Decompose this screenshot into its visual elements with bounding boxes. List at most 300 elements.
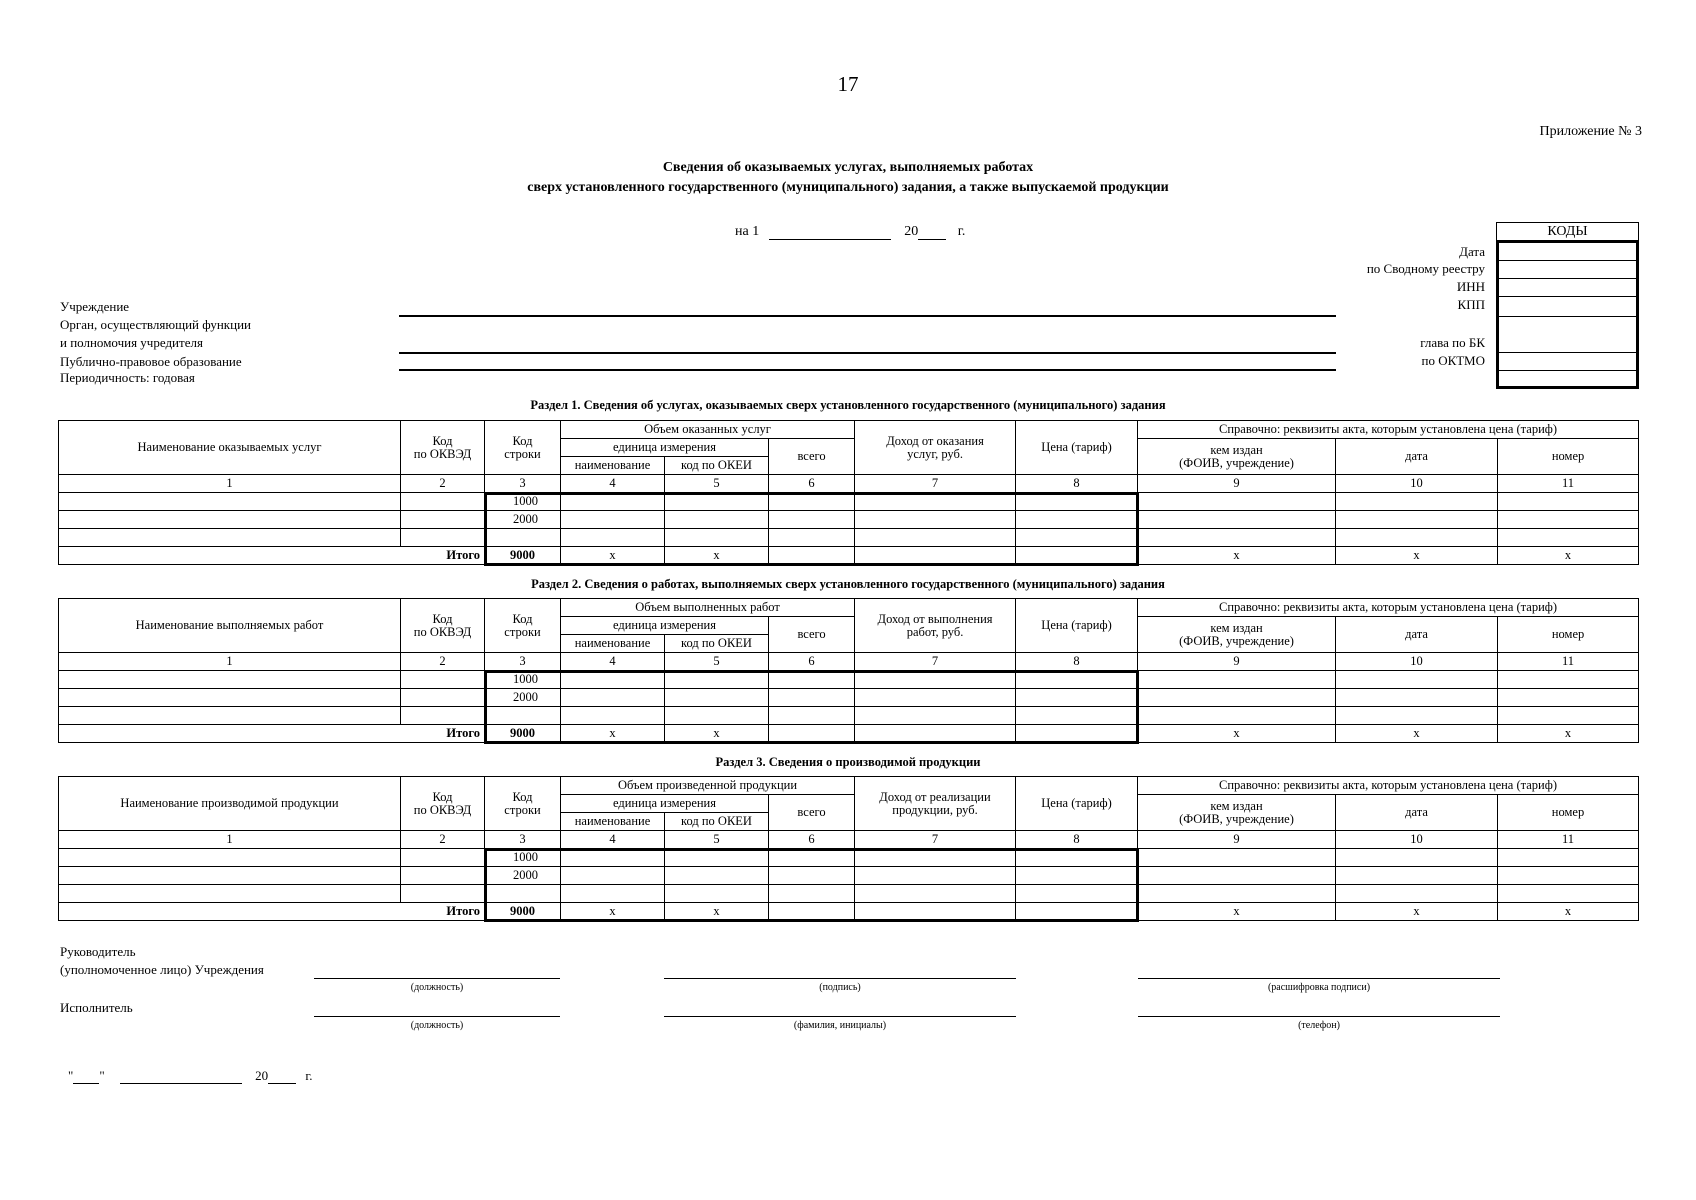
total-cell[interactable]: [1016, 903, 1138, 921]
data-cell[interactable]: [855, 689, 1016, 707]
row-code: 2000: [485, 511, 561, 529]
column-number: 1: [59, 475, 401, 493]
total-x: x: [561, 547, 665, 565]
header-reference: Справочно: реквизиты акта, которым установлена цена (тариф): [1138, 777, 1639, 795]
column-number: 4: [561, 653, 665, 671]
data-cell[interactable]: [1138, 849, 1336, 867]
header-income: [855, 421, 1016, 475]
data-cell[interactable]: [401, 511, 485, 529]
total-x: x: [665, 547, 769, 565]
header-date: дата: [1336, 439, 1498, 475]
header-total: всего: [769, 617, 855, 653]
codes-box: [1496, 240, 1639, 389]
signing-month-field[interactable]: [120, 1069, 242, 1084]
data-cell[interactable]: [561, 511, 665, 529]
header-okved-l1: Код: [432, 433, 453, 448]
organ-line[interactable]: [399, 352, 1336, 354]
data-cell[interactable]: [855, 885, 1016, 903]
year-suffix: г.: [957, 224, 966, 239]
header-income-l1: Доход от реализации: [879, 789, 991, 804]
year-field[interactable]: [918, 225, 946, 240]
cap-signature: (подпись): [819, 982, 861, 993]
data-cell[interactable]: [1336, 511, 1498, 529]
header-row-code-l2: строки: [504, 624, 541, 639]
data-cell[interactable]: [59, 511, 401, 529]
header-issued-by: [1138, 617, 1336, 653]
table-row: [59, 885, 1639, 903]
column-number: 1: [59, 653, 401, 671]
column-number: 2: [401, 653, 485, 671]
section-1-table: [58, 420, 1639, 565]
column-number: 7: [855, 831, 1016, 849]
section-3-title: Раздел 3. Сведения о производимой продукции: [715, 755, 981, 769]
column-number: 7: [855, 653, 1016, 671]
data-cell[interactable]: [1016, 529, 1138, 547]
header-income-l1: Доход от выполнения: [877, 611, 993, 626]
total-x: x: [561, 725, 665, 743]
column-number: 5: [665, 475, 769, 493]
public-entity-line[interactable]: [399, 369, 1336, 371]
codes-label-inn: ИНН: [1456, 279, 1485, 294]
month-field[interactable]: [769, 225, 891, 240]
header-date: дата: [1336, 795, 1498, 831]
codes-label-registry: по Сводному реестру: [1366, 261, 1485, 276]
header-issued-by-l2: (ФОИВ, учреждение): [1179, 633, 1294, 648]
header-number: номер: [1498, 617, 1639, 653]
data-cell[interactable]: [1498, 867, 1639, 885]
header-okved: [401, 599, 485, 653]
row-code: 2000: [485, 867, 561, 885]
data-cell[interactable]: [1138, 707, 1336, 725]
total-x: x: [1498, 903, 1639, 921]
header-okved-l1: Код: [432, 611, 453, 626]
header-row-code: [485, 421, 561, 475]
data-cell[interactable]: [1498, 671, 1639, 689]
header-issued-by-l1: кем издан: [1210, 798, 1263, 813]
header-volume: Объем оказанных услуг: [561, 421, 855, 439]
column-number: 1: [59, 831, 401, 849]
data-cell[interactable]: [1138, 529, 1336, 547]
total-empty: [59, 725, 401, 743]
header-total: всего: [769, 439, 855, 475]
header-unit: единица измерения: [561, 617, 769, 635]
total-x: x: [1336, 547, 1498, 565]
data-cell[interactable]: [1498, 529, 1639, 547]
data-cell[interactable]: [855, 671, 1016, 689]
header-unit: единица измерения: [561, 795, 769, 813]
codes-label-oktmo: по ОКТМО: [1421, 353, 1485, 368]
header-okved-l1: Код: [432, 789, 453, 804]
data-cell[interactable]: [1016, 885, 1138, 903]
head-label-line2: (уполномоченное лицо) Учреждения: [60, 962, 264, 977]
column-number: 3: [485, 831, 561, 849]
header-income-l2: работ, руб.: [906, 624, 964, 639]
data-cell[interactable]: [1016, 689, 1138, 707]
data-cell[interactable]: [561, 493, 665, 511]
data-cell[interactable]: [59, 707, 401, 725]
data-cell[interactable]: [769, 867, 855, 885]
quote-open: ": [68, 1068, 74, 1083]
data-cell[interactable]: [1138, 493, 1336, 511]
header-row-code-l2: строки: [504, 802, 541, 817]
report-date-line: [735, 224, 965, 240]
data-cell[interactable]: [855, 493, 1016, 511]
data-cell[interactable]: [561, 707, 665, 725]
data-cell[interactable]: [401, 689, 485, 707]
data-cell[interactable]: [665, 511, 769, 529]
quote-close: ": [99, 1068, 105, 1083]
row-code: 1000: [485, 849, 561, 867]
data-cell[interactable]: [665, 671, 769, 689]
total-label: Итого: [401, 725, 485, 743]
column-number: 4: [561, 475, 665, 493]
section-1-title: Раздел 1. Сведения об услугах, оказываемых сверх установленного государственного (муниципального) задания: [530, 398, 1166, 412]
data-cell[interactable]: [59, 885, 401, 903]
section-2-title: Раздел 2. Сведения о работах, выполняемых сверх установленного государственного (муниципального) задания: [531, 577, 1165, 591]
header-name: Наименование выполняемых работ: [59, 599, 401, 653]
header-unit-name: наименование: [561, 813, 665, 831]
data-cell[interactable]: [1336, 689, 1498, 707]
header-income: [855, 777, 1016, 831]
data-cell[interactable]: [769, 849, 855, 867]
data-cell[interactable]: [59, 671, 401, 689]
header-okei: код по ОКЕИ: [665, 813, 769, 831]
data-cell[interactable]: [1016, 511, 1138, 529]
header-income-l1: Доход от оказания: [886, 433, 984, 448]
data-cell[interactable]: [1138, 867, 1336, 885]
column-number: 5: [665, 653, 769, 671]
data-cell[interactable]: [561, 885, 665, 903]
column-number: 6: [769, 653, 855, 671]
data-cell[interactable]: [1498, 707, 1639, 725]
total-row: [59, 725, 1639, 743]
data-cell[interactable]: [1498, 849, 1639, 867]
code-cell-inn[interactable]: [1499, 279, 1636, 297]
header-reference: Справочно: реквизиты акта, которым установлена цена (тариф): [1138, 421, 1639, 439]
column-number: 11: [1498, 653, 1639, 671]
column-number: 8: [1016, 831, 1138, 849]
row-code: 1000: [485, 493, 561, 511]
data-cell[interactable]: [561, 671, 665, 689]
data-cell[interactable]: [769, 885, 855, 903]
column-number: 9: [1138, 475, 1336, 493]
total-x: x: [1336, 725, 1498, 743]
data-cell[interactable]: [1016, 493, 1138, 511]
column-number: 7: [855, 475, 1016, 493]
table-row: [59, 707, 1639, 725]
data-cell[interactable]: [561, 529, 665, 547]
code-cell-bk[interactable]: [1499, 317, 1636, 353]
data-cell[interactable]: [665, 849, 769, 867]
data-cell[interactable]: [769, 511, 855, 529]
page-number: 17: [837, 72, 859, 96]
data-cell[interactable]: [665, 707, 769, 725]
data-cell[interactable]: [59, 849, 401, 867]
header-issued-by: [1138, 439, 1336, 475]
data-cell[interactable]: [1336, 671, 1498, 689]
header-issued-by-l1: кем издан: [1210, 442, 1263, 457]
data-cell[interactable]: [401, 707, 485, 725]
date-prefix: на 1: [735, 224, 760, 239]
header-row-code: [485, 599, 561, 653]
header-row-code-l1: Код: [512, 789, 533, 804]
column-number: 8: [1016, 475, 1138, 493]
total-code: 9000: [485, 547, 561, 565]
head-decoding-line[interactable]: [1138, 978, 1500, 979]
data-cell[interactable]: [1498, 511, 1639, 529]
institution-line[interactable]: [399, 315, 1336, 317]
total-empty: [59, 547, 401, 565]
data-cell[interactable]: [855, 849, 1016, 867]
header-row-code-l2: строки: [504, 446, 541, 461]
executor-label: Исполнитель: [60, 1000, 133, 1015]
table-row: [59, 529, 1639, 547]
data-cell[interactable]: [855, 511, 1016, 529]
total-x: x: [1498, 547, 1639, 565]
column-number: 4: [561, 831, 665, 849]
table-row: [59, 689, 1639, 707]
code-cell-date[interactable]: [1499, 243, 1636, 261]
code-cell-oktmo[interactable]: [1499, 353, 1636, 371]
section-3-table: [58, 776, 1639, 921]
total-empty: [59, 903, 401, 921]
total-x: x: [1138, 547, 1336, 565]
header-issued-by-l2: (ФОИВ, учреждение): [1179, 455, 1294, 470]
data-cell[interactable]: [665, 885, 769, 903]
total-x: x: [665, 725, 769, 743]
data-cell[interactable]: [59, 867, 401, 885]
data-cell[interactable]: [401, 671, 485, 689]
column-number: 9: [1138, 831, 1336, 849]
data-cell[interactable]: [1336, 849, 1498, 867]
total-x: x: [1498, 725, 1639, 743]
header-income-l2: услуг, руб.: [907, 446, 963, 461]
appendix-label: Приложение № 3: [1539, 124, 1642, 139]
code-cell-registry[interactable]: [1499, 261, 1636, 279]
table-row: [59, 849, 1639, 867]
row-code: 2000: [485, 689, 561, 707]
header-okved: [401, 777, 485, 831]
data-cell[interactable]: [769, 529, 855, 547]
data-cell[interactable]: [855, 707, 1016, 725]
table-row: [59, 671, 1639, 689]
column-number: 11: [1498, 831, 1639, 849]
header-volume: Объем выполненных работ: [561, 599, 855, 617]
cap-position-1: (должность): [410, 982, 464, 993]
column-number: 5: [665, 831, 769, 849]
header-issued-by: [1138, 795, 1336, 831]
header-total: всего: [769, 795, 855, 831]
data-cell[interactable]: [665, 529, 769, 547]
cap-decoding: (расшифровка подписи): [1267, 982, 1371, 993]
header-number: номер: [1498, 795, 1639, 831]
data-cell[interactable]: [1016, 867, 1138, 885]
column-number: 9: [1138, 653, 1336, 671]
data-cell[interactable]: [769, 689, 855, 707]
codes-label-kpp: КПП: [1457, 297, 1485, 312]
signing-year-suffix: г.: [305, 1068, 313, 1083]
header-okei: код по ОКЕИ: [665, 457, 769, 475]
row-code-empty: [485, 529, 561, 547]
data-cell[interactable]: [561, 689, 665, 707]
data-cell[interactable]: [401, 867, 485, 885]
periodicity-label: Периодичность: годовая: [60, 370, 195, 385]
data-cell[interactable]: [1138, 689, 1336, 707]
header-okved-l2: по ОКВЭД: [413, 802, 472, 817]
data-cell[interactable]: [769, 707, 855, 725]
data-cell[interactable]: [1336, 885, 1498, 903]
data-cell[interactable]: [1336, 707, 1498, 725]
data-cell[interactable]: [855, 867, 1016, 885]
column-number: 3: [485, 653, 561, 671]
column-number: 10: [1336, 831, 1498, 849]
total-x: x: [1336, 903, 1498, 921]
data-cell[interactable]: [561, 867, 665, 885]
organ-label-line2: и полномочия учредителя: [60, 335, 203, 350]
header-name: Наименование оказываемых услуг: [59, 421, 401, 475]
signing-date: [68, 1068, 313, 1084]
cap-position-2: (должность): [410, 1020, 464, 1031]
total-cell[interactable]: [769, 725, 855, 743]
total-code: 9000: [485, 903, 561, 921]
signing-year-field[interactable]: [268, 1069, 296, 1084]
total-cell[interactable]: [769, 547, 855, 565]
executor-phone-line[interactable]: [1138, 1016, 1500, 1017]
total-row: [59, 903, 1639, 921]
year-prefix: 20: [904, 224, 919, 239]
data-cell[interactable]: [1498, 689, 1639, 707]
data-cell[interactable]: [401, 885, 485, 903]
executor-position-line[interactable]: [314, 1016, 560, 1017]
header-issued-by-l1: кем издан: [1210, 620, 1263, 635]
data-cell[interactable]: [401, 529, 485, 547]
section-2-table: [58, 598, 1639, 743]
total-cell[interactable]: [855, 547, 1016, 565]
header-price: Цена (тариф): [1016, 599, 1138, 653]
column-number: 6: [769, 831, 855, 849]
header-row-code-l1: Код: [512, 611, 533, 626]
codes-label-bk: глава по БК: [1420, 335, 1485, 350]
data-cell[interactable]: [561, 849, 665, 867]
total-cell[interactable]: [1016, 547, 1138, 565]
total-label: Итого: [401, 547, 485, 565]
data-cell[interactable]: [401, 849, 485, 867]
data-cell[interactable]: [59, 493, 401, 511]
day-field[interactable]: [73, 1069, 99, 1084]
data-cell[interactable]: [1138, 511, 1336, 529]
total-cell[interactable]: [769, 903, 855, 921]
header-okei: код по ОКЕИ: [665, 635, 769, 653]
data-cell[interactable]: [665, 493, 769, 511]
data-cell[interactable]: [59, 529, 401, 547]
header-reference: Справочно: реквизиты акта, которым установлена цена (тариф): [1138, 599, 1639, 617]
header-unit-name: наименование: [561, 457, 665, 475]
total-x: x: [665, 903, 769, 921]
data-cell[interactable]: [1016, 849, 1138, 867]
form-title-line1: Сведения об оказываемых услугах, выполняемых работах: [662, 160, 1034, 175]
form-title-line2: сверх установленного государственного (муниципального) задания, а также выпускаемой продукции: [527, 180, 1169, 195]
cap-phone: (телефон): [1298, 1020, 1340, 1031]
public-entity-label: Публично-правовое образование: [60, 354, 242, 369]
total-row: [59, 547, 1639, 565]
row-code-empty: [485, 885, 561, 903]
header-row-code-l1: Код: [512, 433, 533, 448]
row-code: 1000: [485, 671, 561, 689]
header-issued-by-l2: (ФОИВ, учреждение): [1179, 811, 1294, 826]
data-cell[interactable]: [1138, 885, 1336, 903]
head-position-line[interactable]: [314, 978, 560, 979]
head-label-line1: Руководитель: [60, 944, 136, 959]
data-cell[interactable]: [401, 493, 485, 511]
total-cell[interactable]: [855, 725, 1016, 743]
header-name: Наименование производимой продукции: [59, 777, 401, 831]
data-cell[interactable]: [1138, 671, 1336, 689]
header-okved-l2: по ОКВЭД: [413, 624, 472, 639]
header-unit: единица измерения: [561, 439, 769, 457]
data-cell[interactable]: [665, 689, 769, 707]
signing-year-prefix: 20: [255, 1068, 269, 1083]
header-okved: [401, 421, 485, 475]
column-number: 3: [485, 475, 561, 493]
data-cell[interactable]: [1336, 493, 1498, 511]
column-number: 10: [1336, 475, 1498, 493]
total-x: x: [1138, 903, 1336, 921]
total-x: x: [1138, 725, 1336, 743]
data-cell[interactable]: [1498, 493, 1639, 511]
total-label: Итого: [401, 903, 485, 921]
total-cell[interactable]: [855, 903, 1016, 921]
data-cell[interactable]: [665, 867, 769, 885]
codes-label-date: Дата: [1459, 244, 1485, 259]
total-x: x: [561, 903, 665, 921]
data-cell[interactable]: [769, 493, 855, 511]
code-cell-kpp[interactable]: [1499, 297, 1636, 317]
column-number: 2: [401, 475, 485, 493]
column-number: 8: [1016, 653, 1138, 671]
organ-label-line1: Орган, осуществляющий функции: [60, 317, 251, 332]
data-cell[interactable]: [1336, 529, 1498, 547]
executor-name-line[interactable]: [664, 1016, 1016, 1017]
total-code: 9000: [485, 725, 561, 743]
codes-header: КОДЫ: [1496, 222, 1639, 241]
data-cell[interactable]: [855, 529, 1016, 547]
column-number: 2: [401, 831, 485, 849]
data-cell[interactable]: [1016, 671, 1138, 689]
data-cell[interactable]: [59, 689, 401, 707]
header-volume: Объем произведенной продукции: [561, 777, 855, 795]
data-cell[interactable]: [1336, 867, 1498, 885]
column-number: 11: [1498, 475, 1639, 493]
header-unit-name: наименование: [561, 635, 665, 653]
data-cell[interactable]: [1016, 707, 1138, 725]
row-code-empty: [485, 707, 561, 725]
header-okved-l2: по ОКВЭД: [413, 446, 472, 461]
data-cell[interactable]: [1498, 885, 1639, 903]
header-number: номер: [1498, 439, 1639, 475]
column-number: 10: [1336, 653, 1498, 671]
column-number: 6: [769, 475, 855, 493]
institution-label: Учреждение: [60, 299, 130, 314]
data-cell[interactable]: [769, 671, 855, 689]
cap-name: (фамилия, инициалы): [793, 1020, 887, 1031]
header-income-l2: продукции, руб.: [892, 802, 978, 817]
head-signature-line[interactable]: [664, 978, 1016, 979]
header-row-code: [485, 777, 561, 831]
header-price: Цена (тариф): [1016, 777, 1138, 831]
table-row: [59, 867, 1639, 885]
table-row: [59, 493, 1639, 511]
total-cell[interactable]: [1016, 725, 1138, 743]
